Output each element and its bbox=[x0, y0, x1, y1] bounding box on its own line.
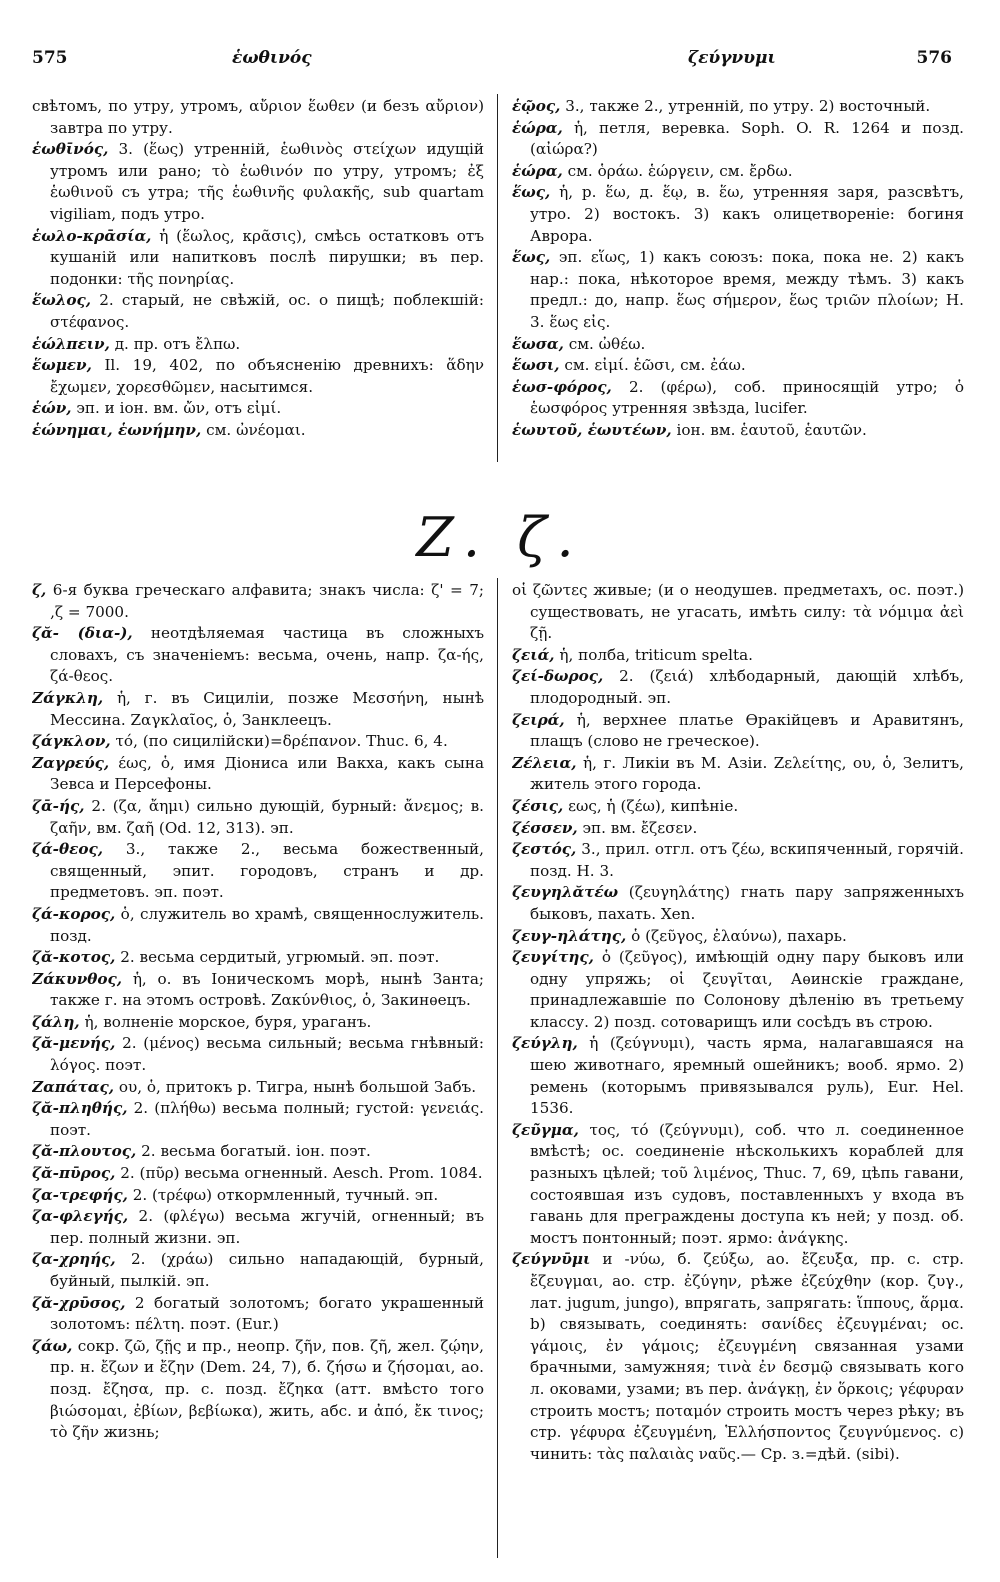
entry-definition: ἡ, волненіе морское, буря, ураганъ. bbox=[84, 1012, 372, 1031]
dictionary-entry bbox=[512, 580, 964, 645]
entry-definition: 3., также 2., утренній, по утру. 2) восточный. bbox=[565, 97, 931, 115]
entry-definition: 2. (πῦρ) весьма огненный. Aesch. Prom. 1084. bbox=[120, 1164, 483, 1183]
entry-definition: (ζευγηλάτης) гнать пару запряженныхъ быковъ, пахать. Xen. bbox=[530, 883, 964, 923]
dictionary-entry bbox=[512, 753, 964, 796]
column-bottom-left bbox=[32, 580, 484, 1570]
dictionary-entry bbox=[32, 904, 484, 947]
entry-lemma: ἑώλπειν, bbox=[32, 334, 110, 353]
entry-lemma: ζᾱ-ής, bbox=[32, 796, 85, 815]
dictionary-entry bbox=[512, 420, 964, 442]
entry-definition: 6-я буква греческаго алфавита; знакъ числа: ζ' = 7; ‚ζ = 7000. bbox=[50, 581, 484, 621]
entry-definition: ἡ (ζεύγνυμι), часть ярма, налагавшаяся на шею животнаго, яремный ошейникъ; вооб. ярмо. 2) ремень (которымъ привязывался руль), Eur. Hel. 1536. bbox=[530, 1034, 964, 1118]
entry-lemma: ἑωσ-φόρος, bbox=[512, 377, 612, 396]
entry-lemma: ζεύγλη, bbox=[512, 1034, 578, 1053]
dictionary-entry bbox=[32, 1163, 484, 1185]
entry-lemma: ἑών, bbox=[32, 399, 72, 418]
entry-definition: 2. (χράω) сильно нападающій, бурный, буйный, пылкій. эп. bbox=[50, 1250, 484, 1290]
entry-lemma: ἑώνημαι, ἑωνήμην, bbox=[32, 420, 202, 439]
entry-lemma: ζα-τρεφής, bbox=[32, 1185, 128, 1204]
entry-lemma: ζᾰ- (δια-), bbox=[32, 624, 133, 643]
dictionary-entry bbox=[512, 355, 964, 377]
entry-definition: 3., прил. отгл. отъ ζέω, вскипяченный, горячій. позд. H. 3. bbox=[530, 840, 964, 880]
entry-definition: 3., также 2., весьма божественный, священный, эпит. городовъ, странъ и др. предметовъ. эп. поэт. bbox=[50, 840, 484, 902]
dictionary-entry bbox=[32, 947, 484, 969]
entry-definition: ὁ (ζεῦγος), имѣющій одну пару быковъ или одну упряжь; οἱ ζευγῖται, Аѳинскіе граждане, принадлежавшіе по Солонову дѣленію въ третьему классу. 2) позд. сотоварищъ или сосѣдъ въ строю. bbox=[530, 948, 964, 1031]
entry-lemma: ζέσσεν, bbox=[512, 818, 578, 837]
dictionary-entry bbox=[32, 1249, 484, 1292]
dictionary-entry bbox=[512, 796, 964, 818]
entry-lemma: ζάγκλον, bbox=[32, 732, 111, 751]
entry-lemma: ζᾰ-χρῡσος, bbox=[32, 1293, 126, 1312]
entry-lemma: ζᾰ-πῡρος, bbox=[32, 1164, 116, 1183]
running-headword-left: ἑωθινός bbox=[232, 48, 312, 68]
dictionary-entry bbox=[512, 1249, 964, 1465]
entry-lemma: Ζέλεια, bbox=[512, 753, 577, 772]
entry-lemma: ζ, bbox=[32, 581, 47, 599]
column-bottom-right bbox=[512, 580, 964, 1570]
entry-definition: свѣтомъ, по утру, утромъ, αὔριον ἕωθεν (и безъ αὔριον) завтра по утру. bbox=[32, 97, 484, 137]
dictionary-entry bbox=[32, 139, 484, 225]
dictionary-entry bbox=[512, 247, 964, 333]
entry-definition: 2. (ζειά) хлѣбодарный, дающій хлѣбъ, плодородный. эп. bbox=[530, 667, 964, 707]
entry-lemma: ἑώρα, bbox=[512, 118, 563, 137]
entry-definition: ἡ (ἕωλος, κρᾶσις), смѣсь остатковъ отъ кушаній или напитковъ послѣ пирушки; въ пер. подонки: τῆς πονηρίας. bbox=[50, 226, 484, 288]
entry-definition: τος, τό (ζεύγνυμι), соб. что л. соединенное вмѣстѣ; ос. соединеніе нѣсколькихъ кораблей для разныхъ цѣлей; τοῦ λιμένος, Thuc. 7, 69, цѣпь гавани, состоявшая изъ судовъ, поставленныхъ у входа въ гавань для преграждены доступа къ ней; у позд. об. мостъ понтонный; поэт. ярмо: ἀνάγκης. bbox=[530, 1120, 964, 1247]
dictionary-entry bbox=[32, 1098, 484, 1141]
dictionary-entry bbox=[32, 1012, 484, 1034]
dictionary-entry bbox=[32, 1206, 484, 1249]
entry-lemma: ἑώρα, bbox=[512, 161, 563, 180]
entry-lemma: ζα-χρηής, bbox=[32, 1250, 116, 1269]
column-top-right bbox=[512, 96, 964, 456]
entry-definition: 2. (φλέγω) весьма жгучій, огненный; въ пер. полный жизни. эп. bbox=[50, 1207, 484, 1247]
entry-definition: έως, ὁ, имя Діониса или Вакха, какъ сына Зевса и Персефоны. bbox=[50, 753, 484, 794]
entry-lemma: ἕωσι, bbox=[512, 356, 560, 375]
entry-lemma: Ζαπάτας, bbox=[32, 1077, 115, 1096]
entry-definition: 2. (ζα, ἄημι) сильно дующій, бурный: ἄνεμος; в. ζαῆν, вм. ζαῆ (Od. 12, 313). эп. bbox=[50, 796, 484, 837]
dictionary-entry bbox=[32, 796, 484, 839]
entry-definition: см. ὠνέομαι. bbox=[206, 420, 306, 439]
section-letter-heading: Z. ζ. bbox=[416, 506, 584, 569]
entry-lemma: ζεί-δωρος, bbox=[512, 667, 604, 686]
entry-lemma: ἑωυτοῦ, ἑωυτέων, bbox=[512, 420, 672, 439]
entry-definition: эп. и іон. вм. ὤν, отъ εἰμί. bbox=[76, 399, 282, 418]
entry-definition: 2. (μένος) весьма сильный; весьма гнѣвный: λόγος. поэт. bbox=[50, 1034, 484, 1075]
dictionary-entry bbox=[512, 1120, 964, 1250]
dictionary-entry bbox=[32, 1293, 484, 1336]
entry-definition: д. пр. отъ ἔλπω. bbox=[114, 334, 241, 353]
dictionary-entry bbox=[32, 580, 484, 623]
entry-definition: см. ὁράω. ἑώργειν, см. ἔρδω. bbox=[567, 161, 793, 180]
page-number-left: 575 bbox=[32, 48, 68, 68]
dictionary-entry bbox=[512, 818, 964, 840]
entry-lemma: Ζάκυνθος, bbox=[32, 969, 123, 988]
entry-lemma: ζᾰ-μενής, bbox=[32, 1034, 116, 1053]
dictionary-entry bbox=[32, 623, 484, 688]
dictionary-entry bbox=[32, 334, 484, 356]
dictionary-entry bbox=[512, 882, 964, 925]
entry-definition: ου, ὁ, притокъ р. Тигра, нынѣ большой Забъ. bbox=[118, 1077, 477, 1096]
entry-lemma: ζα-φλεγής, bbox=[32, 1207, 129, 1226]
entry-lemma: ζᾰ-κοτος, bbox=[32, 948, 116, 967]
entry-lemma: Ζάγκλη, bbox=[32, 688, 104, 707]
dictionary-entry bbox=[32, 1141, 484, 1163]
entry-definition: іон. вм. ἑαυτοῦ, ἑαυτῶν. bbox=[676, 420, 867, 439]
entry-definition: 2. весьма богатый. іон. поэт. bbox=[141, 1142, 371, 1161]
entry-lemma: ζέσις, bbox=[512, 796, 564, 815]
entry-lemma: ἕωλος, bbox=[32, 291, 92, 310]
entry-definition: ἡ, р. ἕω, д. ἕῳ, в. ἕω, утренняя заря, разсвѣтъ, утро. 2) востокъ. 3) какъ олицетвореніе: богиня Аврора. bbox=[530, 183, 964, 245]
entry-definition: 2. старый, не свѣжій, ос. о пищѣ; поблекшій: στέφανος. bbox=[50, 291, 484, 331]
entry-definition: ἡ, о. въ Іоническомъ морѣ, нынѣ Занта; также г. на этомъ островѣ. Ζακύνθιος, ὁ, Закинѳецъ. bbox=[50, 969, 484, 1010]
entry-definition: ἡ, полба, triticum spelta. bbox=[559, 645, 753, 664]
dictionary-entry bbox=[512, 839, 964, 882]
entry-definition: 2. (πλήθω) весьма полный; густой: γενειάς. поэт. bbox=[50, 1099, 484, 1139]
dictionary-entry bbox=[32, 420, 484, 442]
entry-lemma: ἑωλο-κρᾱσία, bbox=[32, 226, 152, 245]
entry-definition: ἡ, петля, веревка. Soph. O. R. 1264 и позд. (αἰώρα?) bbox=[530, 118, 964, 159]
entry-lemma: ζειά, bbox=[512, 645, 555, 664]
dictionary-entry bbox=[32, 226, 484, 291]
entry-definition: Il. 19, 402, по объясненію древнихъ: ἅδην ἔχωμεν, χορεσθῶμεν, насытимся. bbox=[50, 356, 484, 396]
entry-definition: 2 богатый золотомъ; богато украшенный золотомъ: πέλτη. поэт. (Eur.) bbox=[50, 1293, 484, 1334]
dictionary-entry bbox=[512, 645, 964, 667]
entry-definition: см. εἰμί. ἑῶσι, см. ἐάω. bbox=[564, 356, 746, 375]
entry-lemma: ζά-κορος, bbox=[32, 904, 116, 923]
running-head bbox=[32, 48, 952, 76]
entry-definition: 3. (ἕως) утренній, ἑωθινὸς στείχων идущій утромъ или рано; τὸ ἑωθινόν по утру, утромъ; ἐξ ἑωθινοῦ съ утра; τῆς ἑωθινῆς φυλακῆς, sub quartam vigiliam, подъ утро. bbox=[50, 140, 484, 223]
entry-definition: εως, ἡ (ζέω), кипѣніе. bbox=[568, 796, 739, 815]
dictionary-entry bbox=[512, 334, 964, 356]
column-top-left bbox=[32, 96, 484, 456]
entry-lemma: ζευγηλᾰτέω bbox=[512, 883, 619, 902]
entry-lemma: ζάλη, bbox=[32, 1012, 80, 1031]
entry-lemma: ἕως, bbox=[512, 183, 551, 202]
column-divider-top bbox=[497, 94, 498, 462]
entry-definition: эп. εἵως, 1) какъ союзъ: пока, пока не. 2) какъ нар.: пока, нѣкоторое время, между тѣмъ. 3) какъ предл.: до, напр. ἕως σήμερον, ἕως τριῶν πλοίων; H. 3. ἕως εἰς. bbox=[530, 248, 964, 331]
dictionary-entry bbox=[32, 1185, 484, 1207]
dictionary-entry bbox=[512, 710, 964, 753]
page-number-right: 576 bbox=[916, 48, 952, 68]
dictionary-entry bbox=[32, 1077, 484, 1099]
entry-lemma: ζᾰ-πληθής, bbox=[32, 1099, 128, 1118]
entry-lemma: Ζαγρεύς, bbox=[32, 753, 110, 772]
entry-definition: ὁ, служитель во храмѣ, священнослужитель. позд. bbox=[50, 904, 484, 945]
entry-lemma: ζά-θεος, bbox=[32, 840, 104, 859]
entry-definition: 2. (τρέφω) откормленный, тучный. эп. bbox=[132, 1185, 439, 1204]
entry-definition: 2. (φέρω), соб. приносящій утро; ὁ ἑωσφόρος утренняя звѣзда, lucifer. bbox=[530, 377, 964, 418]
entry-lemma: ζευγίτης, bbox=[512, 948, 594, 967]
dictionary-entry bbox=[512, 182, 964, 247]
entry-definition: ἡ, верхнее платье Ѳракійцевъ и Аравитянъ, плащъ (слово не греческое). bbox=[530, 710, 964, 751]
dictionary-entry bbox=[512, 666, 964, 709]
entry-definition: οἱ ζῶντες живые; (и о неодушев. предметахъ, ос. поэт.) существовать, не угасать, имѣть силу: τὰ νόμιμα ἀεὶ ζῇ. bbox=[512, 581, 964, 643]
entry-lemma: ἑῷος, bbox=[512, 97, 561, 115]
dictionary-entry bbox=[512, 377, 964, 420]
entry-definition: 2. весьма сердитый, угрюмый. эп. поэт. bbox=[120, 948, 440, 967]
dictionary-entry bbox=[32, 969, 484, 1012]
dictionary-entry bbox=[32, 731, 484, 753]
entry-lemma: ἕως, bbox=[512, 248, 551, 267]
entry-definition: сокр. ζῶ, ζῇς и пр., неопр. ζῆν, пов. ζῆ, жел. ζῴην, пр. н. ἔζων и ἔζην (Dem. 24, 7), б. ζήσω и ζήσομαι, ао. позд. ἔζησα, пр. с. позд. ἔζηκα (атт. вмѣсто того βιώσομαι, ἐβίων, βεβίωκα), жить, абс. и ἀπό, ἔκ τινος; τὸ ζῆν жизнь; bbox=[50, 1336, 484, 1442]
running-headword-right: ζεύγνυμι bbox=[688, 48, 776, 68]
entry-lemma: ζεστός, bbox=[512, 840, 577, 859]
dictionary-entry bbox=[512, 1033, 964, 1119]
entry-lemma: ζεύγνῡμι bbox=[512, 1250, 591, 1269]
entry-definition: см. ὠθέω. bbox=[568, 334, 646, 353]
dictionary-entry bbox=[512, 926, 964, 948]
entry-definition: τό, (по сицилійски)=δρέπανον. Thuc. 6, 4. bbox=[115, 732, 448, 751]
entry-lemma: ζᾰ-πλουτος, bbox=[32, 1142, 137, 1161]
dictionary-entry bbox=[512, 118, 964, 161]
dictionary-entry bbox=[32, 398, 484, 420]
dictionary-entry bbox=[32, 1336, 484, 1444]
entry-lemma: ζειρά, bbox=[512, 710, 565, 729]
column-divider-bottom bbox=[497, 578, 498, 1558]
dictionary-entry bbox=[32, 688, 484, 731]
dictionary-entry bbox=[32, 753, 484, 796]
entry-lemma: ζάω, bbox=[32, 1336, 73, 1355]
dictionary-entry bbox=[512, 161, 964, 183]
entry-definition: неотдѣляемая частица въ сложныхъ словахъ, съ значеніемъ: весьма, очень, напр. ζα-ής, ζά-θεος. bbox=[50, 624, 484, 686]
entry-lemma: ζευγ-ηλάτης, bbox=[512, 926, 627, 945]
entry-lemma: ζεῦγμα, bbox=[512, 1120, 579, 1139]
dictionary-entry bbox=[32, 290, 484, 333]
entry-definition: ἡ, г. въ Сициліи, позже Μεσσήνη, нынѣ Мессина. Ζαγκλαῖος, ὁ, Занклеецъ. bbox=[50, 688, 484, 729]
dictionary-entry bbox=[512, 96, 964, 118]
entry-definition: эп. вм. ἔζεσεν. bbox=[582, 818, 698, 837]
dictionary-entry bbox=[32, 355, 484, 398]
entry-lemma: ἑωθῑνός, bbox=[32, 140, 109, 159]
entry-lemma: ἕωμεν, bbox=[32, 356, 92, 375]
entry-definition: ἡ, г. Ликіи въ М. Азіи. Ζελείτης, ου, ὁ, Зелитъ, житель этого города. bbox=[530, 753, 964, 794]
entry-lemma: ἕωσα, bbox=[512, 334, 564, 353]
dictionary-entry bbox=[32, 1033, 484, 1076]
dictionary-entry bbox=[32, 839, 484, 904]
entry-definition: ὁ (ζεῦγος, ἐλαύνω), пахарь. bbox=[631, 926, 847, 945]
entry-definition: и -νύω, б. ζεύξω, ао. ἔζευξα, пр. с. стр. ἔζευγμαι, ао. стр. ἐζύγην, рѣже ἐζεύχθην (кор. ζυγ., лат. jugum, jungo), впрягать, запрягать: ἵππους, ἅρμα. b) связывать, соединять: σανίδες ἐζευγμέναι; ос. γάμοις, ἐν γάμοις; ἐζευγμένη связанная узами брачными, замужняя; τινὰ ἐν δεσμῷ связывать кого л. оковами, узами; въ пер. ἀνάγκῃ, ἐν ὅρκοις; γέφυραν строить мостъ; ποταμόν строить мостъ через рѣку; въ стр. γέφυρα ἐζευγμένη, Ἑλλήσποντος ζευγνύμενος. c) чинить: τὰς παλαιὰς ναῦς.— Ср. з.=дѣй. (sibi). bbox=[530, 1250, 964, 1463]
dictionary-entry bbox=[32, 96, 484, 139]
dictionary-entry bbox=[512, 947, 964, 1033]
